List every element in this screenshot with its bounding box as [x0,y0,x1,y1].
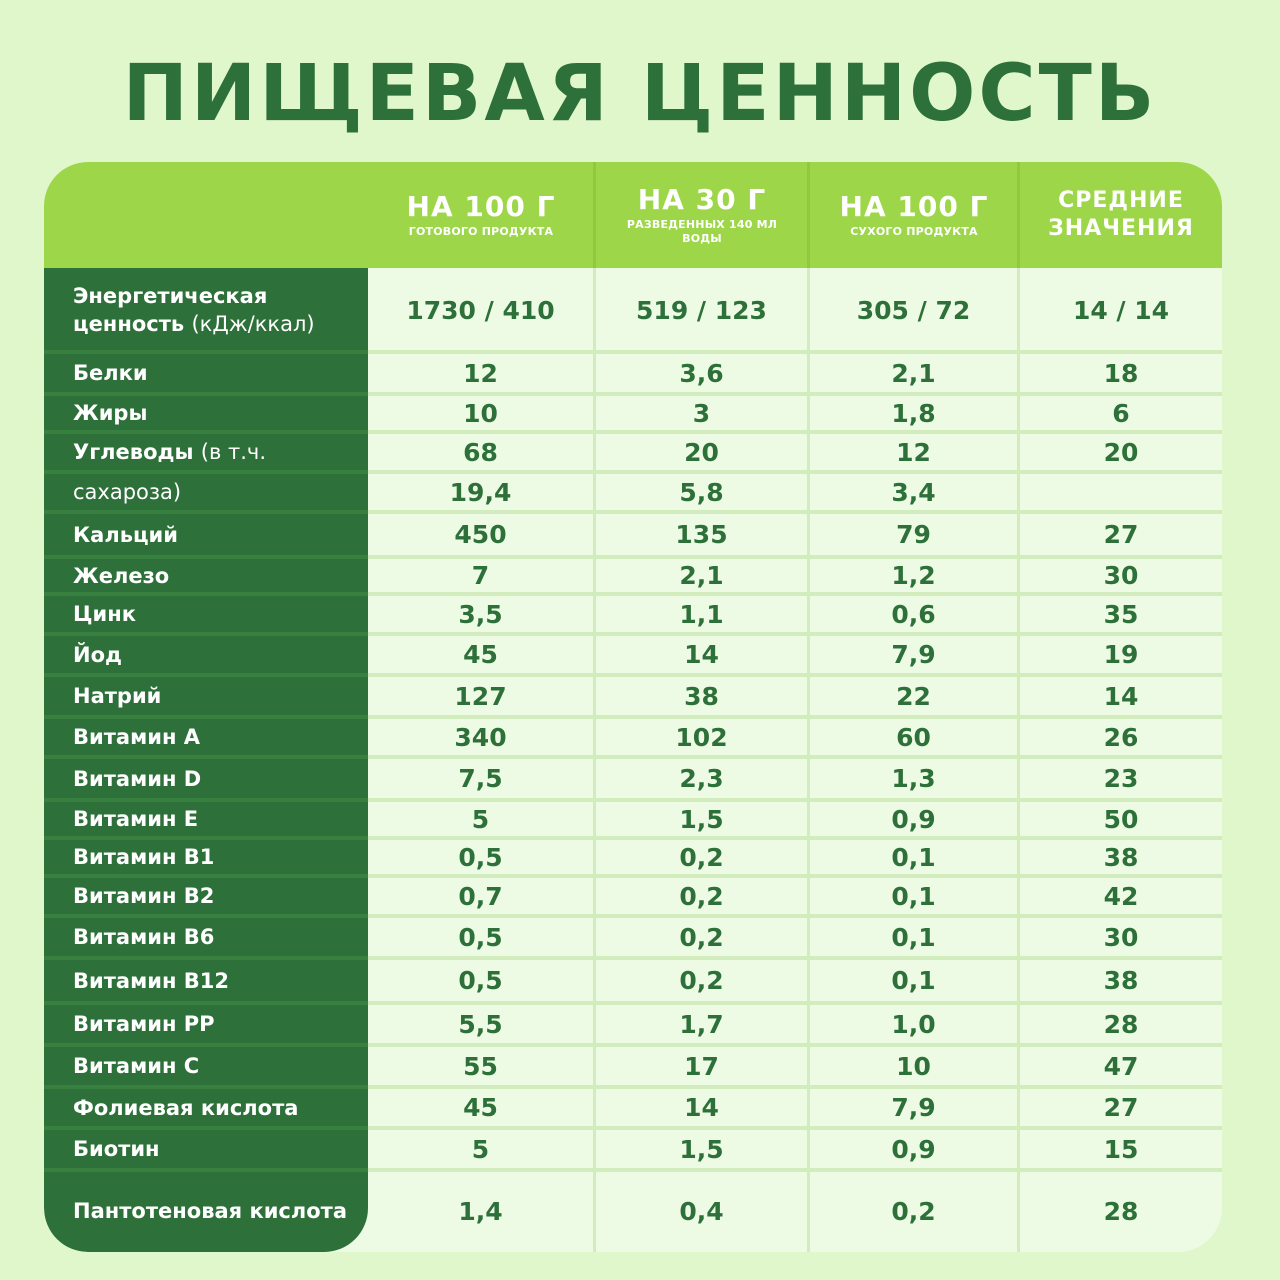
value-cell: 47 [1103,1051,1139,1081]
value-cell: 14 [684,640,719,669]
value-cell: 45 [463,640,498,669]
table-row [44,472,1222,512]
value-cell: 38 [1103,842,1139,872]
value-cell: 3,5 [458,599,503,629]
row-label-name: Витамин E [73,807,199,831]
nutrition-table [44,162,1222,1252]
row-label [73,1128,363,1170]
value-cell: 0,6 [891,599,936,629]
value-cell: 23 [1103,764,1139,793]
table-row [44,800,1222,838]
value-cell: 0,1 [891,842,936,872]
value-cell: 10 [463,398,498,428]
value-cell: 135 [675,520,728,549]
table-row [44,352,1222,394]
value-cell: 1,7 [679,1009,724,1039]
row-label-name: Железо [73,563,170,588]
value-cell: 30 [1103,922,1139,952]
row-label [73,717,363,757]
column-header-sub: СУХОГО ПРОДУКТА [850,225,978,238]
value-cell: 0,5 [458,842,503,872]
row-label [73,512,363,557]
value-cell: 38 [1103,966,1139,995]
table-row [44,876,1222,916]
value-cell: 12 [896,437,931,467]
value-cell: 0,2 [679,922,724,952]
value-cell: 3,4 [891,477,936,507]
value-cell: 3,6 [679,358,724,388]
value-cell: 1,0 [891,1009,936,1039]
value-cell: 19 [1103,640,1139,669]
row-label-name: Витамин A [73,725,201,749]
table-row [44,1003,1222,1045]
row-label-unit: сахароза) [73,480,182,504]
value-cell: 27 [1103,520,1139,549]
value-cell: 305 / 72 [856,295,971,325]
row-label [73,675,363,717]
value-cell: 27 [1103,1093,1139,1122]
row-label-name: Кальций [73,522,178,547]
column-header-main: НА 100 Г [839,190,989,223]
value-cell: 26 [1103,722,1139,752]
row-label-name: Углеводы [73,440,194,464]
table-row [44,1045,1222,1087]
row-label-name: Витамин PP [73,1012,215,1036]
value-cell: 20 [1103,437,1139,467]
column-header-sub: ГОТОВОГО ПРОДУКТА [408,225,554,238]
value-cell: 2,1 [679,561,724,590]
table-row [44,394,1222,432]
row-label-name: Фолиевая кислота [73,1095,299,1120]
value-cell: 1,8 [891,398,936,428]
value-cell: 519 / 123 [636,295,767,325]
row-label [73,958,363,1003]
row-label-name: Витамин C [73,1054,200,1078]
value-cell: 127 [454,681,507,711]
table-row [44,512,1222,557]
value-cell: 5 [471,804,490,834]
row-label-name: Жиры [73,401,148,425]
value-cell: 1,2 [891,561,936,590]
column-header-main: НА 30 Г [637,183,767,216]
row-label-name: Витамин B12 [73,968,229,993]
value-cell: 102 [675,722,728,752]
value-cell: 14 / 14 [1072,295,1170,325]
value-cell: 0,5 [458,966,503,995]
value-cell: 19,4 [449,477,512,507]
value-cell: 6 [1112,398,1130,428]
value-cell: 0,2 [679,966,724,995]
value-cell: 5,5 [458,1009,503,1039]
column-header-sub: ЗНАЧЕНИЯ [1048,216,1194,241]
table-row [44,594,1222,634]
value-cell: 5 [471,1134,490,1164]
row-label [73,594,363,634]
value-cell: 0,7 [458,881,503,911]
value-cell: 79 [896,520,931,549]
row-label [73,1087,363,1128]
value-cell: 15 [1103,1134,1139,1164]
row-label [73,268,363,352]
table-row [44,916,1222,958]
value-cell: 7,9 [891,640,936,669]
value-cell: 28 [1103,1196,1139,1226]
value-cell: 45 [463,1093,498,1122]
value-cell: 2,3 [679,764,724,793]
value-cell: 38 [684,681,719,711]
row-label [73,1045,363,1087]
value-cell: 42 [1103,881,1139,911]
column-header-main: НА 100 Г [406,190,556,223]
row-label [73,916,363,958]
value-cell: 5,8 [679,477,724,507]
value-cell: 0,5 [458,922,503,952]
column-header-average [1020,162,1222,268]
row-label-name: Витамин B6 [73,925,215,949]
row-label [73,757,363,800]
value-cell: 60 [896,722,931,752]
value-cell [1020,472,1222,512]
value-cell: 0,2 [679,842,724,872]
table-row [44,634,1222,675]
row-label-name: Биотин [73,1137,160,1161]
row-label [73,432,363,472]
value-cell: 1,5 [679,1134,724,1164]
row-label-name: Энергетическая ценность [73,284,268,336]
value-cell: 12 [463,358,498,388]
row-label [73,352,363,394]
value-cell: 3 [692,398,711,428]
table-row [44,757,1222,800]
row-label-unit: (в т.ч. [200,440,267,464]
column-header-per-100g-dry [810,162,1018,268]
value-cell: 1,3 [891,764,936,793]
value-cell: 2,1 [891,358,936,388]
value-cell: 28 [1103,1009,1139,1039]
value-cell: 7,5 [458,764,503,793]
value-cell: 18 [1103,358,1139,388]
row-label [73,557,363,594]
value-cell: 10 [896,1051,931,1081]
value-cell: 450 [454,520,507,549]
row-label-name: Цинк [73,602,136,626]
row-label-name: Белки [73,361,148,385]
column-header-sub: РАЗВЕДЕННЫХ 140 МЛ ВОДЫ [626,218,778,245]
value-cell: 0,9 [891,1134,936,1164]
row-label [73,634,363,675]
value-cell: 22 [896,681,931,711]
row-label-name: Витамин B1 [73,845,215,869]
value-cell: 14 [1103,681,1139,711]
value-cell: 14 [684,1093,719,1122]
column-header-per-100g-ready [368,162,594,268]
table-row [44,268,1222,352]
table-row [44,717,1222,757]
value-cell: 1,1 [679,599,724,629]
row-label [73,800,363,838]
table-row [44,1170,1222,1252]
value-cell: 7,9 [891,1093,936,1122]
table-row [44,1087,1222,1128]
table-row [44,838,1222,876]
row-label [73,472,363,512]
row-label [73,394,363,432]
table-row [44,432,1222,472]
column-header-main: СРЕДНИЕ [1058,188,1184,213]
row-label-name: Пантотеновая кислота [73,1199,348,1223]
value-cell: 1730 / 410 [406,295,555,325]
value-cell: 17 [684,1051,719,1081]
row-label-name: Натрий [73,684,162,708]
value-cell: 0,9 [891,804,936,834]
row-label-name: Витамин B2 [73,884,215,908]
page-title: ПИЩЕВАЯ ЦЕННОСТЬ [122,49,1158,139]
value-cell: 35 [1103,599,1139,629]
value-cell: 30 [1103,561,1139,590]
value-cell: 1,4 [458,1196,503,1226]
value-cell: 340 [454,722,507,752]
row-label [73,1003,363,1045]
value-cell: 0,1 [891,922,936,952]
row-label [73,1170,363,1252]
table-row [44,958,1222,1003]
value-cell: 55 [463,1051,498,1081]
value-cell: 20 [684,437,719,467]
table-row [44,1128,1222,1170]
value-cell: 7 [471,561,490,590]
row-label [73,876,363,916]
value-cell: 68 [463,437,498,467]
value-cell: 0,4 [679,1196,724,1226]
table-row [44,557,1222,594]
row-label-name: Йод [73,642,122,667]
row-label-name: Витамин D [73,766,202,791]
row-label-unit: (кДж/ккал) [191,312,315,336]
table-header [44,162,1222,268]
value-cell: 0,1 [891,966,936,995]
table-row [44,675,1222,717]
value-cell: 0,2 [891,1196,936,1226]
value-cell: 0,2 [679,881,724,911]
column-header-per-30g-diluted [596,162,808,268]
value-cell: 0,1 [891,881,936,911]
value-cell: 50 [1103,804,1139,834]
row-label [73,838,363,876]
value-cell: 1,5 [679,804,724,834]
